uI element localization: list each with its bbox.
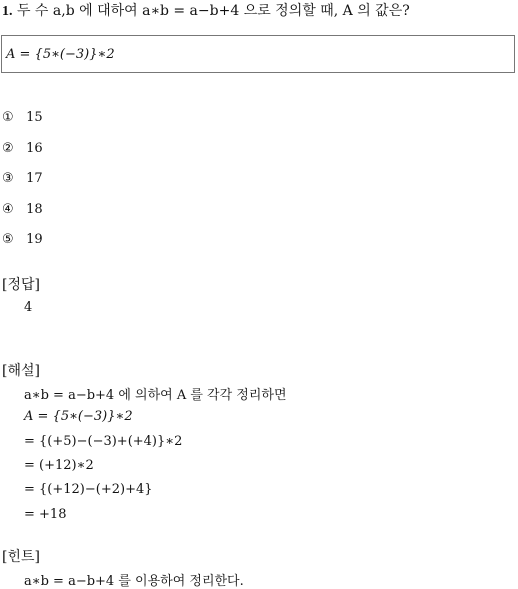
choice-2-mark: ② — [2, 141, 14, 156]
choice-5[interactable] — [2, 232, 43, 247]
choice-1-mark: ① — [2, 110, 14, 125]
explanation-line: = (+12)∗2 — [24, 458, 94, 473]
explanation-line: A = {5∗(−3)}∗2 — [24, 409, 133, 424]
answer-label: [정답] — [2, 277, 40, 293]
explanation-line: = {(+5)−(−3)+(+4)}∗2 — [24, 434, 183, 449]
choice-4-mark: ④ — [2, 202, 14, 217]
hint-text: a∗b = a−b+4 를 이용하여 정리한다. — [24, 574, 244, 589]
choice-1[interactable] — [2, 110, 43, 125]
hint-label: [힌트] — [2, 549, 40, 565]
question-number: 1. — [2, 4, 13, 19]
choice-2-value: 16 — [26, 141, 43, 156]
choice-2[interactable] — [2, 141, 43, 156]
explanation-line: = {(+12)−(+2)+4} — [24, 482, 153, 497]
choice-3-value: 17 — [26, 171, 43, 186]
given-expression-box — [1, 35, 515, 73]
question-text: 두 수 a,b 에 대하여 a∗b = a−b+4 으로 정의할 때, A 의 값은? — [16, 3, 410, 19]
explanation-label: [해설] — [2, 363, 40, 379]
choice-4-value: 18 — [26, 202, 43, 217]
choice-3[interactable] — [2, 171, 43, 186]
explanation-line: = +18 — [24, 507, 67, 522]
choice-5-mark: ⑤ — [2, 232, 14, 247]
given-expression: A = {5∗(−3)}∗2 — [6, 47, 115, 62]
choice-3-mark: ③ — [2, 171, 14, 186]
answer-value: 4 — [24, 300, 33, 315]
explanation-line: a∗b = a−b+4 에 의하여 A 를 각각 정리하면 — [24, 388, 287, 403]
choice-4[interactable] — [2, 202, 43, 217]
choice-5-value: 19 — [26, 232, 43, 247]
choice-1-value: 15 — [26, 110, 43, 125]
question-title — [2, 0, 410, 20]
